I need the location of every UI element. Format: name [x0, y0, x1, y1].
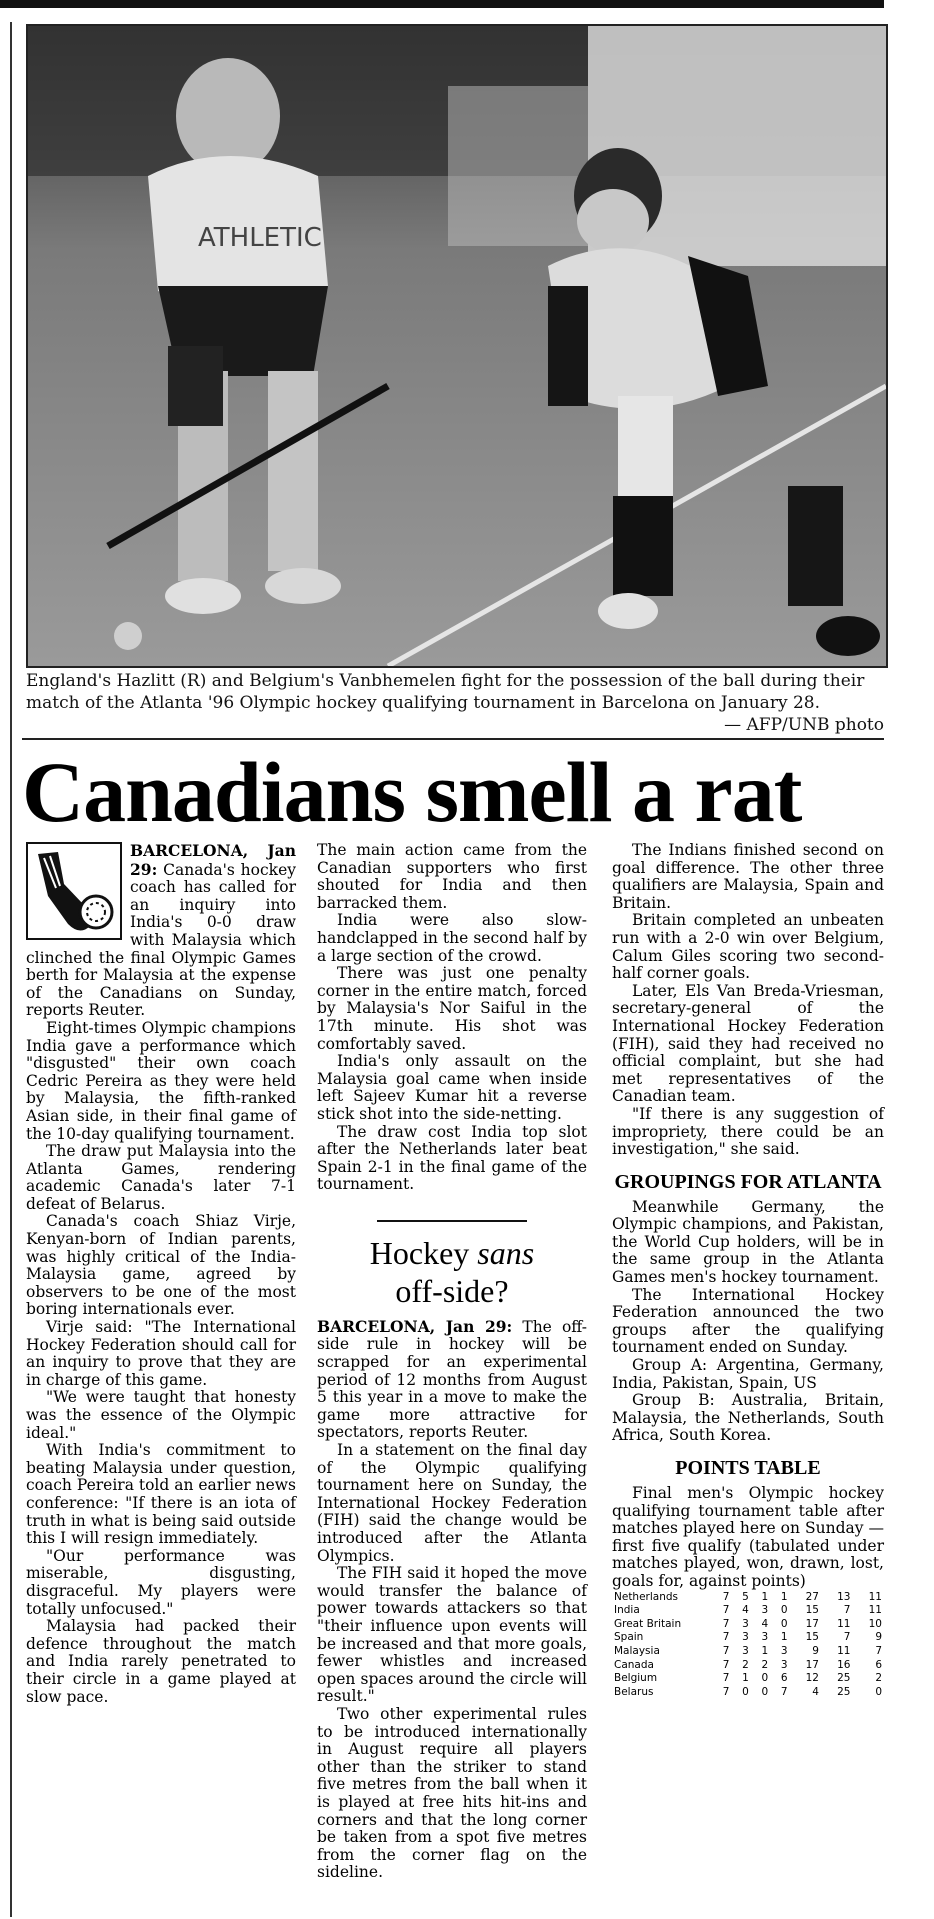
table-cell-l: 3 [780, 1644, 788, 1657]
table-cell-l: 3 [780, 1658, 788, 1671]
table-cell-w: 1 [742, 1672, 749, 1685]
table-row [612, 1604, 884, 1618]
table-cell-pts: 2 [875, 1672, 882, 1685]
table-cell-p: 7 [722, 1644, 730, 1657]
table-cell-ga: 7 [843, 1631, 851, 1644]
headline: Canadians smell a rat [22, 744, 802, 840]
table-cell-pts: 10 [868, 1617, 882, 1630]
table-cell-gf: 9 [812, 1644, 819, 1657]
table-cell-w: 3 [742, 1644, 749, 1657]
table-cell-p: 7 [722, 1685, 730, 1698]
table-cell-w: 0 [742, 1685, 749, 1698]
divider [22, 738, 884, 740]
groupings-paragraph: Group A: Argentina, Germany, India, Pakistan, Spain, US [612, 1356, 884, 1392]
table-cell-d: 3 [761, 1604, 769, 1617]
points-table-heading: POINTS TABLE [675, 1457, 821, 1479]
table-cell-team: Malaysia [614, 1644, 660, 1657]
article-column-3 [612, 842, 884, 1699]
table-cell-gf: 15 [805, 1631, 819, 1644]
groupings-paragraph: The International Hockey Federation announced the two groups after the qualifying tournament ended on Sunday. [612, 1285, 884, 1357]
hockey-players-photo [28, 26, 886, 666]
table-cell-team: Great Britain [614, 1617, 682, 1630]
table-cell-pts: 0 [875, 1685, 882, 1698]
groupings-paragraph: Group B: Australia, Britain, Malaysia, the Netherlands, South Africa, South Korea. [612, 1391, 884, 1445]
table-cell-w: 4 [742, 1604, 749, 1617]
table-row [612, 1672, 884, 1686]
table-row [612, 1591, 884, 1605]
table-cell-p: 7 [722, 1617, 730, 1630]
sidebar-paragraph: BARCELONA, Jan 29: The off-side rule in hockey will be scrapped for an experimental period of 12 months from August 5 this year in a move to make the game more attractive for spectators, reports Reuter. [317, 1316, 587, 1442]
groupings-paragraph: Meanwhile Germany, the Olympic champions, and Pakistan, the World Cup holders, will be in the same group in the Atlanta Games men's hockey tournament. [612, 1197, 884, 1287]
article-paragraph: The Indians finished second on goal difference. The other three qualifiers are Malaysia, Spain and Britain. [612, 841, 884, 912]
shirt-text: ATHLETIC [198, 223, 322, 253]
table-cell-ga: 13 [837, 1590, 851, 1603]
groupings-heading: GROUPINGS FOR ATLANTA [614, 1170, 882, 1193]
table-cell-w: 2 [742, 1658, 749, 1671]
table-cell-team: Netherlands [614, 1590, 679, 1603]
table-row [612, 1618, 884, 1632]
points-table-intro: Final men's Olympic hockey qualifying tournament table after matches played here on Sunday — first five qualify (tabulated under matches played, won, drawn, lost, goals for, against points) [612, 1484, 884, 1590]
table-cell-pts: 7 [875, 1644, 882, 1657]
table-cell-team: India [614, 1604, 640, 1617]
table-cell-p: 7 [722, 1631, 730, 1644]
article-paragraph: There was just one penalty corner in the entire match, forced by Malaysia's Nor Saiful in the 17th minute. His shot was comfortably saved. [317, 964, 587, 1053]
table-cell-gf: 15 [805, 1604, 819, 1617]
points-table [612, 1591, 884, 1700]
table-cell-ga: 11 [837, 1617, 851, 1630]
table-cell-d: 1 [761, 1590, 769, 1603]
photo-caption [26, 670, 884, 736]
table-cell-team: Belgium [614, 1672, 658, 1685]
table-cell-team: Belarus [614, 1685, 654, 1698]
table-cell-l: 1 [780, 1590, 788, 1603]
caption-text: England's Hazlitt (R) and Belgium's Vanbhemelen fight for the possession of the ball during their match of the Atlanta '96 Olympic hockey qualifying tournament in Barcelona on January 28. [26, 671, 865, 713]
table-cell-p: 7 [722, 1672, 730, 1685]
article-paragraph: "If there is any suggestion of impropriety, there could be an investigation," she said. [612, 1104, 884, 1159]
table-cell-d: 4 [761, 1617, 769, 1630]
article-paragraph: Eight-times Olympic champions India gave a performance which "disgusted" their own coach Cedric Pereira as they were held by Malaysia, the fifth-ranked Asian side, in their final game of the 10-day qualifying tournament. [26, 1018, 296, 1143]
article-paragraph: "Our performance was miserable, disgusting, disgraceful. My players were totally unfocused." [26, 1546, 296, 1618]
sidebar-paragraph: In a statement on the final day of the Olympic qualifying tournament here on Sunday, the International Hockey Federation (FIH) said the change would be introduced after the Atlanta Olympics. [317, 1441, 587, 1565]
table-cell-d: 3 [761, 1631, 769, 1644]
table-row [612, 1631, 884, 1645]
sidebar-divider [377, 1220, 527, 1222]
table-row [612, 1686, 884, 1700]
article-column-1 [26, 842, 296, 1706]
table-cell-pts: 11 [868, 1590, 882, 1603]
article-paragraph: With India's commitment to beating Malaysia under question, coach Pereira told an earlier news conference: "If there is an iota of truth in what is being said outside this I will resign immediately. [26, 1441, 297, 1548]
table-cell-p: 7 [722, 1604, 730, 1617]
table-cell-d: 0 [761, 1672, 769, 1685]
table-cell-l: 1 [780, 1631, 788, 1644]
table-cell-d: 0 [761, 1685, 769, 1698]
article-paragraph: The draw cost India top slot after the Netherlands later beat Spain 2-1 in the final game of the tournament. [317, 1122, 587, 1194]
table-cell-ga: 16 [837, 1658, 851, 1671]
table-cell-pts: 6 [875, 1658, 882, 1671]
article-paragraph: The draw put Malaysia into the Atlanta Games, rendering academic Canada's later 7-1 defeat of Belarus. [26, 1142, 296, 1213]
article-paragraph: Britain completed an unbeaten run with a 2-0 win over Belgium, Calum Giles scoring two second-half corner goals. [612, 911, 884, 983]
article-paragraph: "We were taught that honesty was the essence of the Olympic ideal." [26, 1388, 296, 1442]
article-paragraph: Later, Els Van Breda-Vriesman, secretary-general of the International Hockey Federation (FIH), said they had received no official complaint, but she had met representatives of the Canadian team. [612, 981, 884, 1106]
table-cell-ga: 11 [837, 1644, 851, 1657]
table-cell-ga: 7 [843, 1604, 851, 1617]
table-cell-pts: 9 [875, 1631, 882, 1644]
article-paragraph: BARCELONA, Jan 29: Canada's hockey coach has called for an inquiry into India's 0-0 draw with Malaysia which clinched the final Olympic Games berth for Malaysia at the expense of the Canadians on Sunday, reports Reuter. [26, 841, 296, 1020]
table-cell-team: Canada [614, 1658, 654, 1671]
article-paragraph: Malaysia had packed their defence throughout the match and India rarely penetrated to their circle in a game played at slow pace. [26, 1617, 296, 1706]
table-cell-d: 1 [761, 1644, 769, 1657]
table-row [612, 1645, 884, 1659]
article-paragraph: Canada's coach Shiaz Virje, Kenyan-born of Indian parents, was highly critical of the India-Malaysia game, agreed by observers to be one of the most boring internationals ever. [26, 1212, 296, 1319]
table-cell-ga: 25 [837, 1672, 851, 1685]
table-cell-gf: 4 [812, 1685, 819, 1698]
sidebar-dateline: BARCELONA, Jan 29: [317, 1316, 513, 1336]
table-cell-p: 7 [722, 1658, 730, 1671]
top-border [0, 0, 884, 8]
article-paragraph: The main action came from the Canadian supporters who first shouted for India and then barracked them. [317, 841, 587, 912]
table-cell-l: 0 [780, 1604, 788, 1617]
article-paragraph: India's only assault on the Malaysia goal came when inside left Sajeev Kumar hit a reverse stick shot into the side-netting. [317, 1052, 587, 1123]
table-cell-p: 7 [722, 1590, 730, 1603]
hockey-logo-icon [26, 842, 122, 940]
table-cell-ga: 25 [837, 1685, 851, 1698]
sidebar-headline: Hockey sans off-side? [369, 1234, 535, 1309]
news-photo [26, 24, 888, 668]
page-edge [10, 22, 12, 1917]
table-cell-team: Spain [614, 1631, 644, 1644]
table-cell-gf: 17 [805, 1617, 819, 1630]
article-paragraph: Virje said: "The International Hockey Federation should call for an inquiry to prove that they are in charge of this game. [26, 1318, 296, 1389]
table-cell-l: 7 [780, 1685, 788, 1698]
article-column-2 [317, 842, 587, 1882]
table-cell-w: 3 [742, 1631, 749, 1644]
table-cell-gf: 27 [805, 1590, 819, 1603]
table-cell-gf: 17 [805, 1658, 819, 1671]
dateline: BARCELONA, Jan 29: [130, 841, 296, 879]
table-cell-l: 0 [780, 1617, 788, 1630]
table-cell-l: 6 [780, 1672, 788, 1685]
article-paragraph: India were also slow-handclapped in the second half by a large section of the crowd. [317, 911, 587, 965]
table-cell-pts: 11 [868, 1604, 882, 1617]
table-cell-d: 2 [761, 1658, 769, 1671]
sidebar-paragraph: The FIH said it hoped the move would transfer the balance of power towards attackers so that "their influence upon events will be increased and that more goals, fewer whistles and increased open spaces around the circle will result." [317, 1564, 587, 1706]
sidebar-paragraph: Two other experimental rules to be introduced internationally in August require all players other than the striker to stand five metres from the ball when it is played at free hits hit-ins and corners and that the long corner be taken from a spot five metres from the corner flag on the sideline. [317, 1704, 587, 1882]
photo-credit: — AFP/UNB photo [724, 715, 884, 735]
table-cell-w: 5 [742, 1590, 749, 1603]
table-row [612, 1659, 884, 1673]
table-cell-w: 3 [742, 1617, 749, 1630]
table-cell-gf: 12 [805, 1672, 819, 1685]
